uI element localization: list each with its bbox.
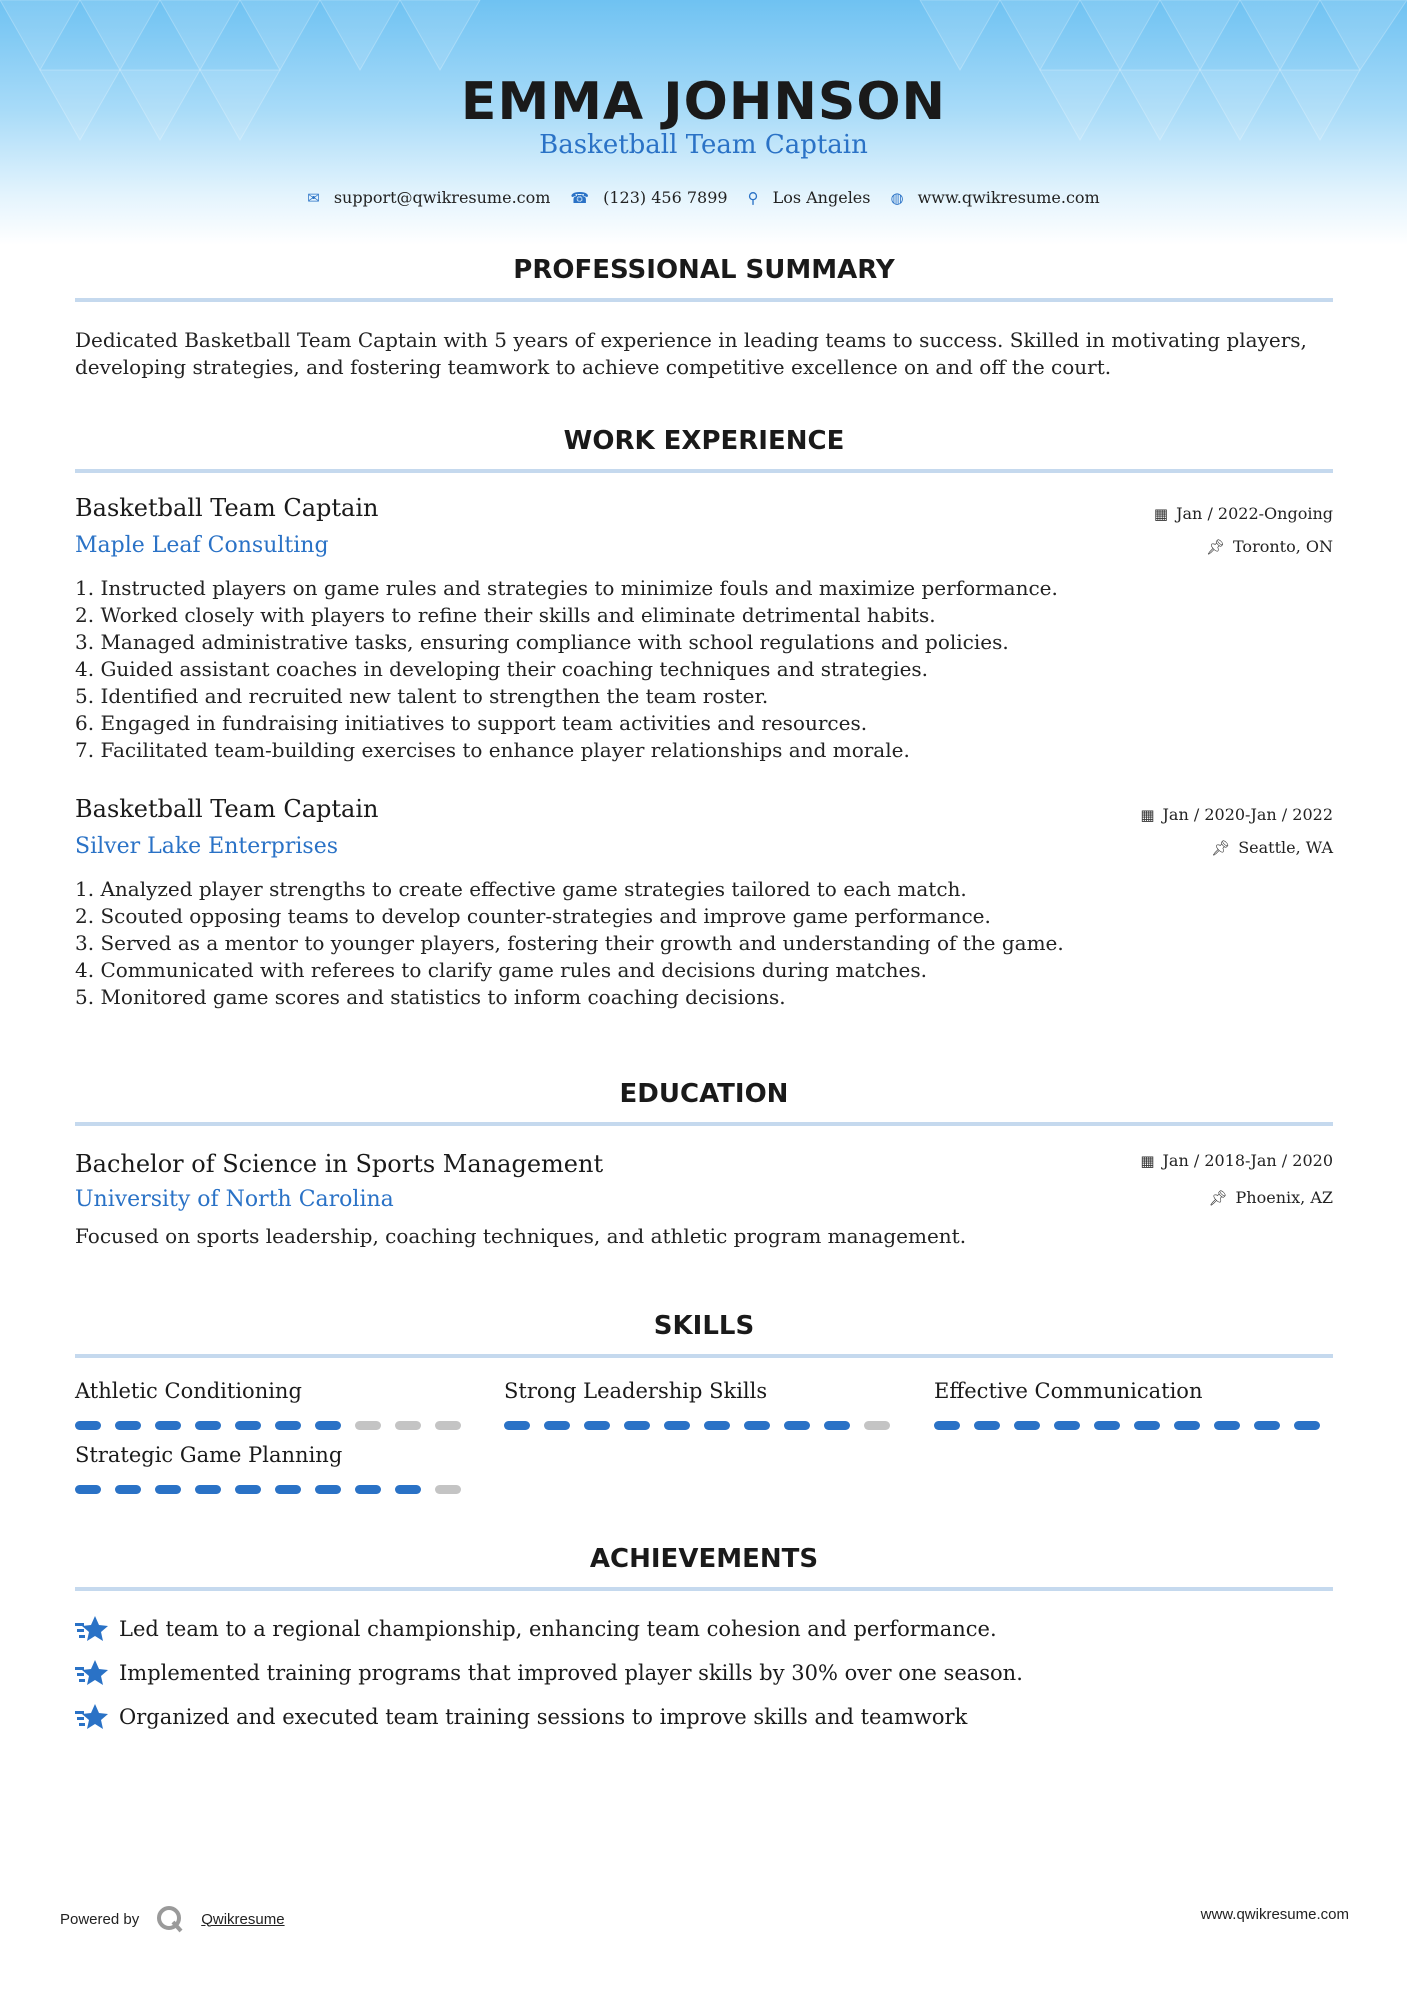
skill-segment-filled	[315, 1421, 341, 1430]
footer-url[interactable]: www.qwikresume.com	[1200, 1906, 1349, 1923]
skill-segment-filled	[115, 1421, 141, 1430]
skill-segment-filled	[355, 1485, 381, 1494]
skill-segment-filled	[155, 1421, 181, 1430]
job-location: 📌︎ Seattle, WA	[1211, 838, 1333, 857]
skill-segment-empty	[435, 1421, 461, 1430]
education-school: University of North Carolina	[75, 1187, 394, 1212]
skill-segment-empty	[435, 1485, 461, 1494]
skill-level-bar	[504, 1421, 904, 1430]
job-bullets	[75, 876, 1275, 1011]
calendar-icon: ▦	[1140, 805, 1155, 824]
section-divider	[75, 298, 1333, 302]
skill-name: Strong Leadership Skills	[504, 1379, 768, 1403]
education-description: Focused on sports leadership, coaching techniques, and athletic program management.	[75, 1224, 967, 1248]
skill-segment-filled	[195, 1485, 221, 1494]
qwikresume-link[interactable]: Qwikresume	[201, 1910, 285, 1928]
contact-bar	[0, 188, 1407, 207]
skill-segment-filled	[1134, 1421, 1160, 1430]
skill-segment-filled	[824, 1421, 850, 1430]
map-marker-icon: ⚲	[747, 188, 759, 207]
list-item: 2. Worked closely with players to refine their skills and eliminate detrimental habits.	[75, 603, 936, 627]
skill-segment-filled	[195, 1421, 221, 1430]
footer-powered-by: Powered by Qwikresume	[60, 1904, 285, 1934]
pin-icon: 📌︎	[1211, 838, 1231, 857]
education-dates: ▦ Jan / 2018-Jan / 2020	[1140, 1151, 1333, 1170]
candidate-role: Basketball Team Captain	[539, 130, 868, 160]
section-title-summary: PROFESSIONAL SUMMARY	[513, 255, 895, 285]
list-item: 5. Monitored game scores and statistics to inform coaching decisions.	[75, 985, 786, 1009]
list-item: 7. Facilitated team-building exercises to enhance player relationships and morale.	[75, 738, 910, 762]
section-title-education: EDUCATION	[619, 1079, 789, 1109]
job-company: Maple Leaf Consulting	[75, 533, 329, 558]
skill-segment-filled	[1254, 1421, 1280, 1430]
skill-segment-filled	[235, 1485, 261, 1494]
education-degree: Bachelor of Science in Sports Management	[75, 1150, 604, 1178]
job-bullets	[75, 575, 1275, 764]
section-divider	[75, 469, 1333, 473]
skill-segment-filled	[75, 1421, 101, 1430]
contact-website[interactable]: ◍ www.qwikresume.com	[890, 188, 1100, 207]
skill-item	[504, 1379, 904, 1430]
skill-level-bar	[75, 1485, 475, 1494]
skill-segment-filled	[624, 1421, 650, 1430]
skill-segment-empty	[395, 1421, 421, 1430]
job-title: Basketball Team Captain	[75, 795, 379, 823]
list-item: 3. Managed administrative tasks, ensuring compliance with school regulations and policies.	[75, 630, 1009, 654]
list-item: 5. Identified and recruited new talent to strengthen the team roster.	[75, 684, 769, 708]
skill-level-bar	[75, 1421, 475, 1430]
calendar-icon: ▦	[1140, 1151, 1155, 1170]
summary-text: Dedicated Basketball Team Captain with 5 years of experience in leading teams to success. Skilled in motivating players, developing strategies, and fostering teamwork to achieve competitive excellence on and off the court.	[75, 328, 1307, 379]
skill-segment-filled	[1054, 1421, 1080, 1430]
list-item: 6. Engaged in fundraising initiatives to support team activities and resources.	[75, 711, 868, 735]
achievement-item: Led team to a regional championship, enhancing team cohesion and performance.	[75, 1614, 997, 1644]
job-company: Silver Lake Enterprises	[75, 834, 339, 859]
calendar-icon: ▦	[1153, 504, 1169, 523]
skill-name: Effective Communication	[934, 1379, 1203, 1403]
job-dates: ▦ Jan / 2020-Jan / 2022	[1140, 805, 1333, 824]
skill-segment-filled	[504, 1421, 530, 1430]
skill-item	[75, 1443, 475, 1494]
skill-name: Athletic Conditioning	[75, 1379, 302, 1403]
education-location: 📌︎ Phoenix, AZ	[1208, 1188, 1333, 1207]
section-title-achievements: ACHIEVEMENTS	[589, 1544, 819, 1574]
list-item: 1. Instructed players on game rules and strategies to minimize fouls and maximize performance.	[75, 576, 1058, 600]
qwikresume-logo-icon	[155, 1904, 185, 1934]
skill-segment-filled	[275, 1421, 301, 1430]
skill-segment-filled	[1174, 1421, 1200, 1430]
skill-segment-filled	[1094, 1421, 1120, 1430]
section-divider	[75, 1122, 1333, 1126]
pin-icon: 📌︎	[1208, 1188, 1228, 1207]
skill-segment-empty	[355, 1421, 381, 1430]
star-icon	[75, 1614, 109, 1644]
skill-segment-filled	[1214, 1421, 1240, 1430]
skill-segment-filled	[115, 1485, 141, 1494]
skill-name: Strategic Game Planning	[75, 1443, 343, 1467]
skill-item	[75, 1379, 475, 1430]
globe-icon: ◍	[890, 188, 904, 207]
star-icon	[75, 1702, 109, 1732]
skill-segment-empty	[864, 1421, 890, 1430]
job-location: 📌︎ Toronto, ON	[1205, 537, 1333, 556]
achievement-item: Implemented training programs that improved player skills by 30% over one season.	[75, 1658, 1023, 1688]
list-item: 2. Scouted opposing teams to develop counter-strategies and improve game performance.	[75, 904, 991, 928]
envelope-icon: ✉	[307, 188, 320, 207]
list-item: 1. Analyzed player strengths to create effective game strategies tailored to each match.	[75, 877, 967, 901]
list-item: 4. Guided assistant coaches in developing their coaching techniques and strategies.	[75, 657, 929, 681]
skill-segment-filled	[744, 1421, 770, 1430]
contact-phone[interactable]: ☎ (123) 456 7899	[570, 188, 728, 207]
skill-segment-filled	[584, 1421, 610, 1430]
skill-segment-filled	[235, 1421, 261, 1430]
skill-segment-filled	[275, 1485, 301, 1494]
job-dates: ▦ Jan / 2022-Ongoing	[1153, 504, 1333, 523]
section-divider	[75, 1587, 1333, 1591]
skill-segment-filled	[395, 1485, 421, 1494]
list-item: 4. Communicated with referees to clarify game rules and decisions during matches.	[75, 958, 928, 982]
skill-segment-filled	[974, 1421, 1000, 1430]
phone-icon: ☎	[570, 188, 590, 207]
contact-email[interactable]: ✉ support@qwikresume.com	[307, 188, 551, 207]
section-title-experience: WORK EXPERIENCE	[563, 426, 845, 456]
achievement-item: Organized and executed team training sessions to improve skills and teamwork	[75, 1702, 967, 1732]
skill-segment-filled	[315, 1485, 341, 1494]
skill-segment-filled	[664, 1421, 690, 1430]
skill-segment-filled	[934, 1421, 960, 1430]
skill-segment-filled	[1294, 1421, 1320, 1430]
section-title-skills: SKILLS	[653, 1311, 755, 1341]
skill-segment-filled	[704, 1421, 730, 1430]
star-icon	[75, 1658, 109, 1688]
skill-segment-filled	[1014, 1421, 1040, 1430]
skill-segment-filled	[75, 1485, 101, 1494]
candidate-name: EMMA JOHNSON	[460, 72, 947, 132]
section-divider	[75, 1354, 1333, 1358]
job-title: Basketball Team Captain	[75, 494, 379, 522]
skill-segment-filled	[784, 1421, 810, 1430]
skill-level-bar	[934, 1421, 1334, 1430]
skill-segment-filled	[544, 1421, 570, 1430]
list-item: 3. Served as a mentor to younger players, fostering their growth and understanding of the game.	[75, 931, 1064, 955]
skill-item	[934, 1379, 1334, 1430]
contact-location: ⚲ Los Angeles	[747, 188, 871, 207]
skill-segment-filled	[155, 1485, 181, 1494]
pin-icon: 📌︎	[1205, 537, 1225, 556]
